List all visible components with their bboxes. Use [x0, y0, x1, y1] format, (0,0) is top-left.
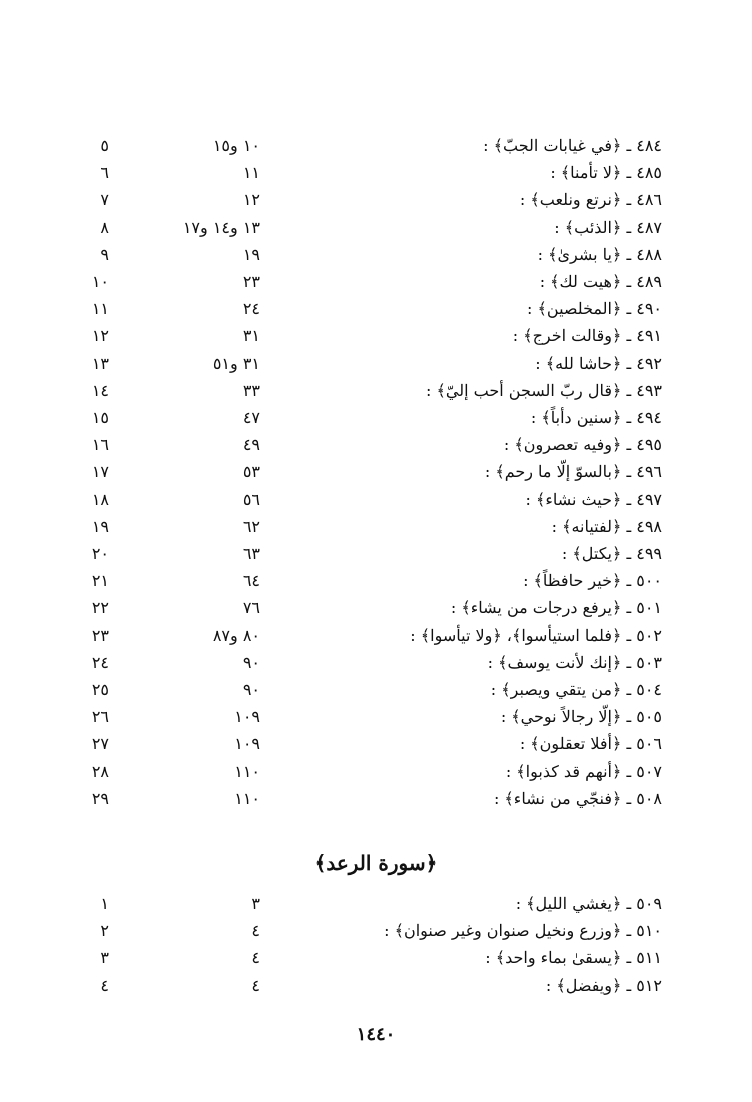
verse-number: ١٢ [242, 190, 260, 210]
verse-number: ١١٠ [234, 788, 260, 808]
verse-number: ٣ [251, 894, 260, 913]
index-row [0, 458, 752, 485]
verse-number: ٣٣ [242, 380, 260, 400]
index-row [0, 159, 752, 186]
entry-text: ٥١١ ـ ﴿يسقىٰ بماء واحد﴾ : [485, 948, 662, 968]
entry-text: ٤٩٥ ـ ﴿وفيه تعصرون﴾ : [503, 435, 662, 455]
row-index: ٢٢ [91, 598, 109, 618]
entry-text: ٥٠٦ ـ ﴿أفلا تعقلون﴾ : [519, 734, 662, 754]
row-index: ١٥ [91, 408, 109, 427]
index-row [0, 890, 752, 917]
verse-number: ١٣ و١٤ و١٧ [182, 217, 260, 237]
index-row [0, 649, 752, 676]
row-index: ١٦ [91, 435, 109, 455]
verse-number: ١٠٩ [234, 707, 260, 727]
index-row [0, 431, 752, 458]
surah-heading: ﴿سورة الرعد﴾ [314, 851, 438, 875]
entry-text: ٤٩١ ـ ﴿وقالت اخرج﴾ : [512, 326, 662, 346]
verse-number: ٤٩ [242, 435, 260, 455]
verse-number: ٧٦ [242, 598, 260, 618]
verse-number: ٣١ و٥١ [212, 353, 260, 373]
row-index: ٨ [100, 217, 109, 237]
verse-number: ١٠ و١٥ [212, 136, 260, 155]
row-index: ٩ [100, 244, 109, 264]
verse-number: ٦٣ [242, 544, 260, 563]
row-index: ٢٦ [91, 707, 109, 727]
verse-number: ١١٠ [234, 761, 260, 781]
index-row [0, 350, 752, 377]
verse-number: ٢٣ [242, 272, 260, 291]
verse-number: ٦٢ [242, 516, 260, 536]
index-row [0, 132, 752, 159]
row-index: ٤ [100, 975, 109, 995]
entry-text: ٥٠١ ـ ﴿يرفع درجات من يشاء﴾ : [450, 598, 662, 618]
row-index: ٢٥ [91, 680, 109, 699]
entry-text: ٤٨٧ ـ ﴿الذئب﴾ : [554, 217, 662, 237]
index-row [0, 703, 752, 730]
verse-number: ٥٦ [242, 489, 260, 509]
index-row [0, 594, 752, 621]
row-index: ١٤ [91, 380, 109, 400]
index-row [0, 917, 752, 944]
entry-text: ٤٨٥ ـ ﴿لا تأمنا﴾ : [550, 163, 662, 183]
row-index: ١٨ [91, 489, 109, 509]
entry-text: ٥١٢ ـ ﴿ويفضل﴾ : [545, 975, 662, 995]
row-index: ٢٩ [91, 788, 109, 808]
row-index: ١١ [91, 299, 109, 319]
index-row [0, 730, 752, 757]
index-row [0, 676, 752, 703]
entry-text: ٤٨٦ ـ ﴿نرتع ونلعب﴾ : [519, 190, 662, 210]
entry-text: ٥٠٩ ـ ﴿يغشي الليل﴾ : [515, 894, 662, 913]
row-index: ٥ [100, 136, 109, 155]
verse-number: ١١ [242, 163, 260, 183]
row-index: ٦ [100, 163, 109, 183]
index-row [0, 268, 752, 295]
verse-number: ٨٠ و٨٧ [212, 625, 260, 645]
index-row [0, 758, 752, 785]
index-row [0, 322, 752, 349]
index-row [0, 404, 752, 431]
verse-number: ٦٤ [242, 571, 260, 591]
entry-text: ٤٩٦ ـ ﴿بالسوّ إلّا ما رحم﴾ : [484, 462, 662, 482]
index-row [0, 295, 752, 322]
row-index: ٣ [100, 948, 109, 968]
index-row [0, 540, 752, 567]
entry-text: ٥٠٨ ـ ﴿فنجّي من نشاء﴾ : [493, 788, 662, 808]
row-index: ٢٤ [91, 652, 109, 672]
entry-text: ٤٩٨ ـ ﴿لفتيانه﴾ : [551, 516, 662, 536]
entry-text: ٥٠٧ ـ ﴿أنهم قد كذبوا﴾ : [505, 761, 662, 781]
entry-text: ٥١٠ ـ ﴿وزرع ونخيل صنوان وغير صنوان﴾ : [384, 921, 662, 941]
entry-text: ٤٨٤ ـ ﴿في غيابات الجبّ﴾ : [483, 136, 662, 155]
entry-text: ٤٩٩ ـ ﴿يكتل﴾ : [561, 544, 662, 563]
entry-text: ٥٠٥ ـ ﴿إلّا رجالاً نوحي﴾ : [500, 707, 662, 727]
verse-number: ٤ [251, 975, 260, 995]
entry-text: ٤٩٣ ـ ﴿قال ربّ السجن أحب إليّ﴾ : [426, 380, 662, 400]
entry-text: ٤٩٠ ـ ﴿المخلصين﴾ : [527, 299, 662, 319]
row-index: ١٣ [91, 353, 109, 373]
row-index: ١٠ [91, 272, 109, 291]
verse-number: ١٠٩ [234, 734, 260, 754]
entry-text: ٥٠٢ ـ ﴿فلما استيأسوا﴾، ﴿ولا تيأسوا﴾ : [410, 625, 662, 645]
page-number: ١٤٤٠ [356, 1024, 396, 1045]
row-index: ١ [100, 894, 109, 913]
index-row [0, 944, 752, 971]
verse-number: ٢٤ [242, 299, 260, 319]
verse-number: ٤ [251, 948, 260, 968]
entry-text: ٤٩٤ ـ ﴿سنين دأباً﴾ : [530, 408, 662, 427]
verse-number: ٣١ [242, 326, 260, 346]
entry-text: ٤٨٩ ـ ﴿هيت لك﴾ : [539, 272, 662, 291]
index-row [0, 513, 752, 540]
entry-text: ٥٠٣ ـ ﴿إنك لأنت يوسف﴾ : [487, 652, 662, 672]
row-index: ٧ [100, 190, 109, 210]
row-index: ٢٣ [91, 625, 109, 645]
index-row [0, 622, 752, 649]
entry-text: ٥٠٠ ـ ﴿خير حافظاً﴾ : [523, 571, 662, 591]
index-row [0, 377, 752, 404]
row-index: ٢٨ [91, 761, 109, 781]
index-row [0, 241, 752, 268]
verse-number: ٩٠ [242, 652, 260, 672]
index-row [0, 214, 752, 241]
index-row [0, 785, 752, 812]
row-index: ١٩ [91, 516, 109, 536]
index-row [0, 567, 752, 594]
row-index: ٢٧ [91, 734, 109, 754]
index-row [0, 972, 752, 999]
row-index: ١٢ [91, 326, 109, 346]
verse-number: ٤٧ [242, 408, 260, 427]
index-row [0, 486, 752, 513]
verse-number: ٩٠ [242, 680, 260, 699]
row-index: ٢ [100, 921, 109, 941]
entry-text: ٤٩٧ ـ ﴿حيث نشاء﴾ : [525, 489, 662, 509]
verse-number: ٤ [251, 921, 260, 941]
row-index: ١٧ [91, 462, 109, 482]
row-index: ٢٠ [91, 544, 109, 563]
row-index: ٢١ [91, 571, 109, 591]
verse-number: ١٩ [242, 244, 260, 264]
entry-text: ٥٠٤ ـ ﴿من يتقي ويصبر﴾ : [490, 680, 662, 699]
entry-text: ٤٨٨ ـ ﴿يا بشرىٰ﴾ : [537, 244, 662, 264]
index-row [0, 186, 752, 213]
entry-text: ٤٩٢ ـ ﴿حاشا لله﴾ : [535, 353, 662, 373]
verse-number: ٥٣ [242, 462, 260, 482]
